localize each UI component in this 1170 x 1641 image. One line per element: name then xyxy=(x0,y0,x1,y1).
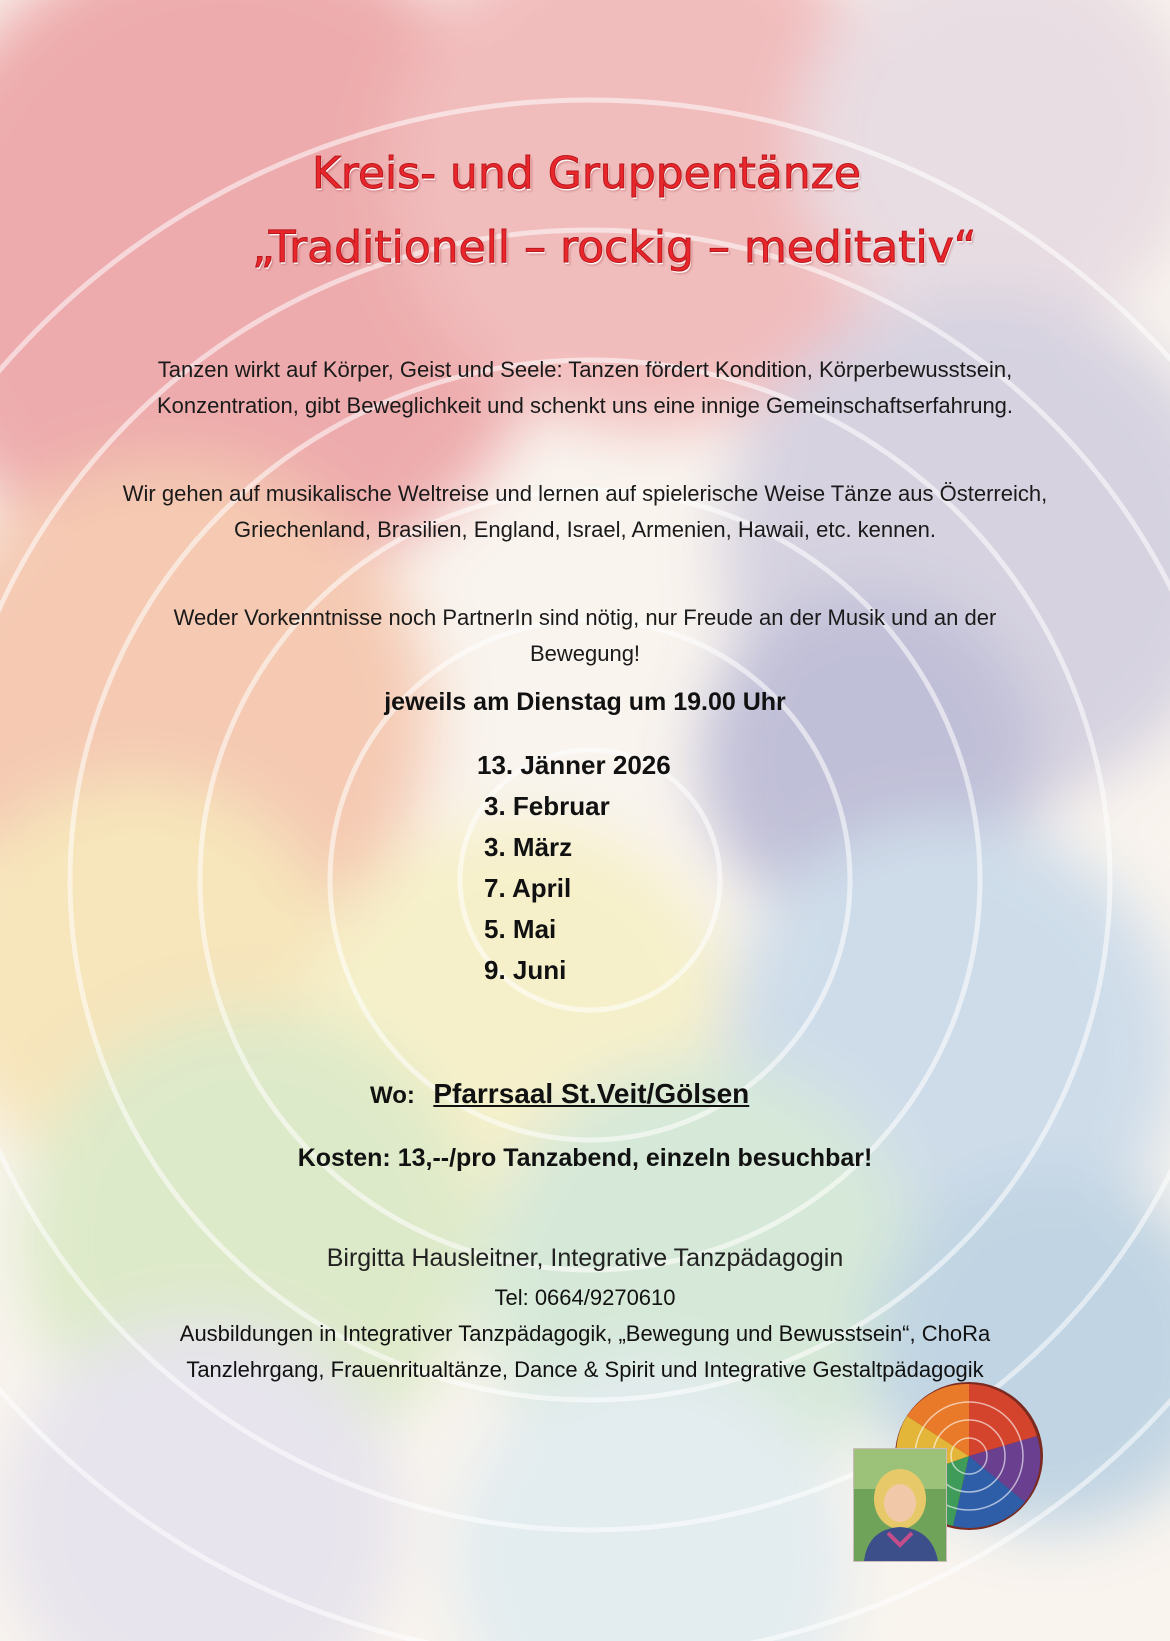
date-item: 7. April xyxy=(484,873,572,903)
title-line-2: „Traditionell – rockig – meditativ“ xyxy=(252,222,977,273)
contact-phone: Tel: 0664/9270610 xyxy=(494,1285,676,1310)
date-item: 3. Februar xyxy=(484,791,610,821)
cost-info: Kosten: 13,--/pro Tanzabend, einzeln besuchbar! xyxy=(297,1144,873,1172)
portrait-photo xyxy=(853,1448,947,1562)
location-label: Wo: xyxy=(370,1082,415,1109)
intro-paragraph-1: Tanzen wirkt auf Körper, Geist und Seele: Tanzen fördert Kondition, Körperbewusstsein, Konzentration, gibt Beweglichkeit und schenkt uns eine innige Gemeinschaftserfahrung. xyxy=(156,357,1014,418)
location xyxy=(370,1078,749,1110)
contact-name: Birgitta Hausleitner, Integrative Tanzpädagogin xyxy=(326,1244,844,1272)
intro-paragraph-2: Wir gehen auf musikalische Weltreise und lernen auf spielerische Weise Tänze aus Österreich, Griechenland, Brasilien, England, Israel, Armenien, Hawaii, etc. kennen. xyxy=(122,481,1048,542)
location-value: Pfarrsaal St.Veit/Gölsen xyxy=(433,1078,750,1109)
date-item: 3. März xyxy=(484,832,573,862)
date-item: 5. Mai xyxy=(484,914,557,944)
schedule-time: jeweils am Dienstag um 19.00 Uhr xyxy=(384,688,786,716)
date-item: 9. Juni xyxy=(484,955,567,985)
date-item: 13. Jänner 2026 xyxy=(477,750,671,780)
contact-training: Ausbildungen in Integrativer Tanzpädagogik, „Bewegung und Bewusstsein“, ChoRa Tanzlehrgang, Frauenritualtänze, Dance & Spirit und Integrative Gestaltpädagogik xyxy=(179,1321,991,1382)
title-line-1: Kreis- und Gruppentänze xyxy=(312,148,861,199)
intro-paragraph-3: Weder Vorkenntnisse noch PartnerIn sind nötig, nur Freude an der Musik und an der Bewegung! xyxy=(173,605,997,666)
date-list xyxy=(477,745,671,991)
